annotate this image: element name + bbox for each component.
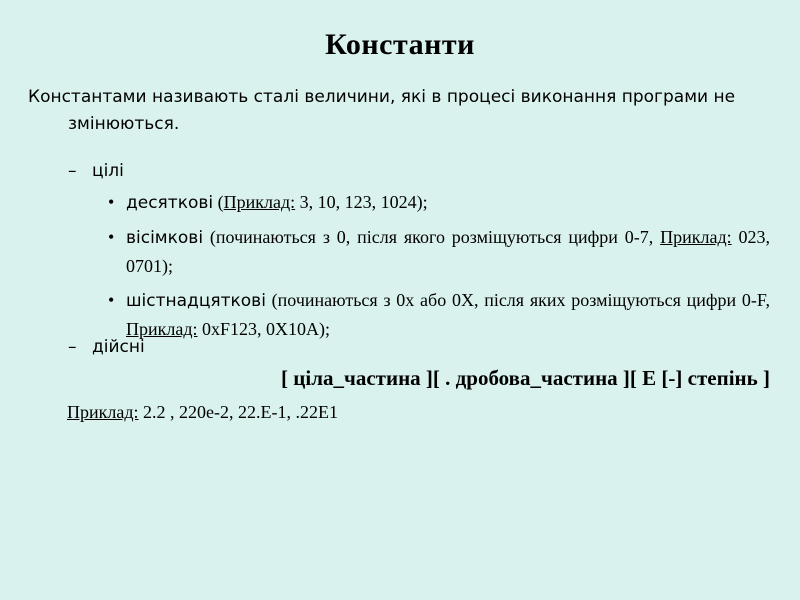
list-item-decimal	[108, 188, 770, 217]
bullet-icon: •	[108, 290, 115, 310]
hex-desc: (починаються з 0x або 0X, після яких розміщуються цифри 0-F,	[265, 290, 770, 310]
octal-desc: (починаються з 0, після якого розміщуються цифри 0-7,	[203, 227, 661, 247]
reals-example-values: 2.2 , 220e-2, 22.E-1, .22E1	[138, 402, 338, 422]
integers-label: цілі	[92, 161, 124, 181]
hex-example-values: 0xF123, 0X10A);	[197, 319, 331, 339]
decimal-example-values: 3, 10, 123, 1024);	[295, 192, 428, 212]
bullet-icon: •	[108, 227, 115, 247]
slide-title: Константи	[325, 28, 475, 61]
dash-marker: –	[68, 337, 77, 357]
intro-paragraph	[28, 84, 778, 138]
dash-marker: –	[68, 161, 77, 181]
reals-label: дійсні	[92, 337, 145, 357]
list-item-octal	[108, 223, 770, 280]
decimal-desc: (	[213, 192, 224, 212]
reals-example-label: Приклад:	[67, 402, 139, 422]
reals-example	[67, 402, 338, 423]
decimal-name: десяткові	[126, 193, 214, 213]
integers-heading	[68, 158, 124, 184]
real-number-syntax: [ ціла_частина ][ . дробова_частина ][ E [-] степінь ]	[281, 366, 770, 390]
octal-name: вісімкові	[126, 228, 204, 248]
bullet-icon: •	[108, 192, 115, 212]
octal-example-label: Приклад:	[660, 227, 732, 247]
decimal-example-label: Приклад:	[223, 192, 296, 212]
list-item-hex	[108, 286, 770, 343]
octal-example-values: 023, 0701);	[126, 227, 771, 276]
hex-name: шістнадцяткові	[126, 291, 266, 311]
reals-heading	[68, 334, 145, 360]
integer-types-list	[108, 188, 770, 349]
intro-line-1: Константами називають сталі величини, які в процесі виконання програми не	[28, 87, 736, 107]
hex-example-label: Приклад:	[126, 319, 198, 339]
intro-line-2: змінюються.	[68, 114, 180, 134]
